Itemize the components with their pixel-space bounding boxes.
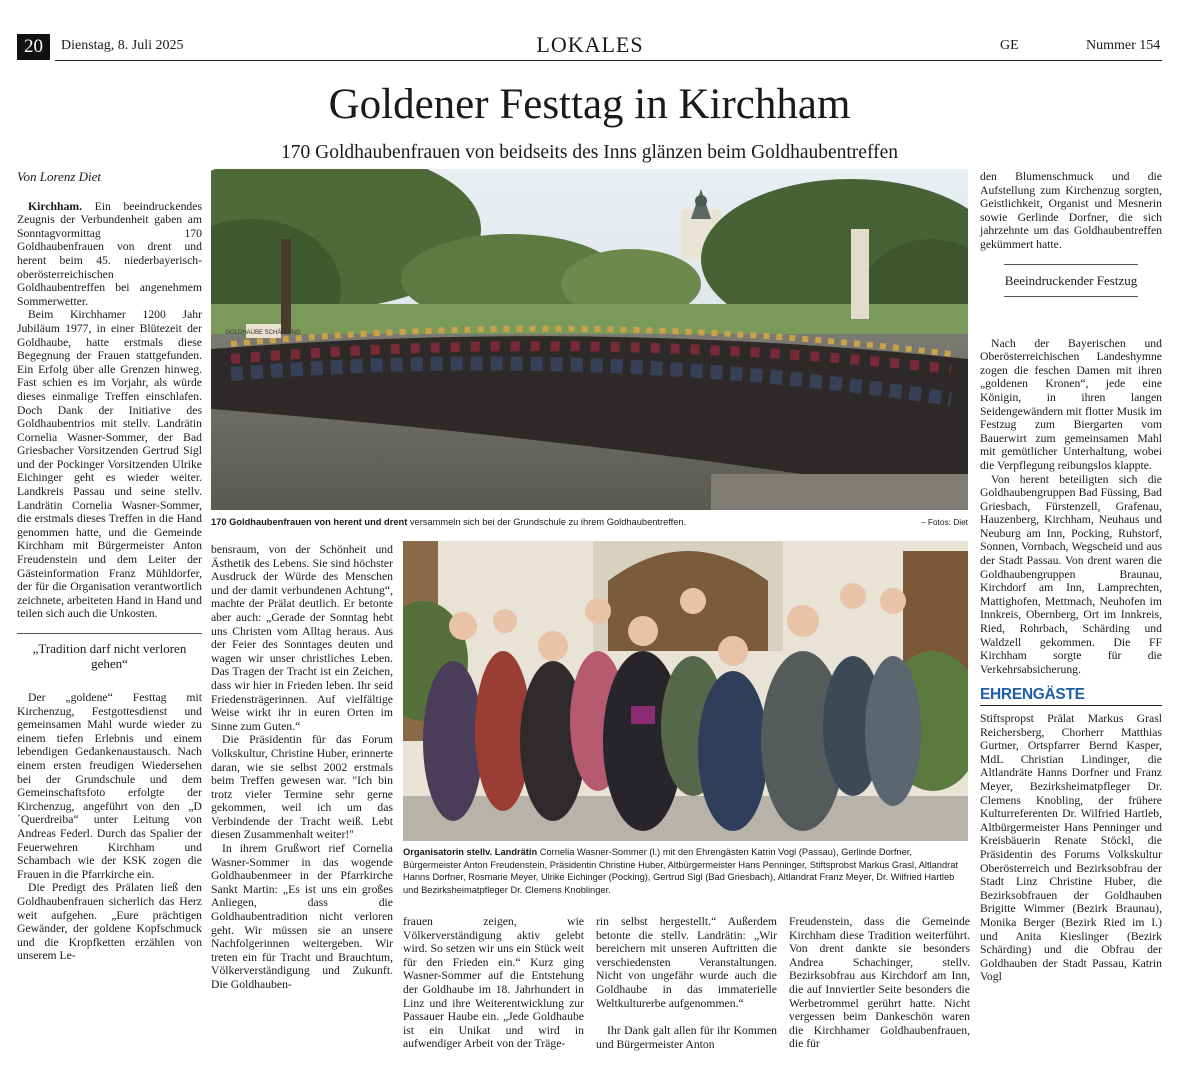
- section-title: LOKALES: [536, 32, 644, 57]
- guests-photo: [403, 541, 968, 841]
- lead-paragraph: [17, 200, 202, 309]
- caption-lead: 170 Goldhaubenfrauen von herent und drent: [211, 517, 408, 527]
- paragraph: In ihrem Grußwort rief Cornelia Wasner-Sommer in das wogende Goldhaubenmeer in der Pfarrkirche Sankt Martin: „Es ist uns ein großes Anliegen, dass die Goldhaubentradition nicht verloren geht. Wir müssen sie an unsere Nachfolgerinnen weitergeben. Wir treten ein für Tracht und Brauchtum, Völkerverständigung und Zukunft. Die Goldhauben-: [211, 842, 393, 991]
- article-subheadline: 170 Goldhaubenfrauen von beidseits des Inns glänzen beim Goldhaubentreffen: [281, 142, 898, 163]
- page-number: 20: [17, 34, 50, 60]
- column-1: [17, 170, 202, 963]
- dateline: Kirchham.: [28, 199, 83, 213]
- paragraph: Die Predigt des Prälaten ließ den Goldhaubenfrauen sicherlich das Herz weit aufgehen. „Eure prächtigen Gewänder, der goldene Kopfschmuck und die Kropfketten erzählen von unserem Le-: [17, 881, 202, 963]
- paragraph: Beim Kirchhamer 1200 Jahr Jubiläum 1977, in einer Blütezeit der Goldhaube, hatte erstmals diese Begegnung der Frauen stattgefunden. Ein Erfolg über alle Grenzen hinweg. Fast schien es im Vorjahr, als würde dieses einmalige Treffen einschlafen. Doch Dank der Initiative des Goldhaubentrios mit stellv. Landrätin Cornelia Wasner-Sommer, der Bad Griesbacher Vorsitzenden Gertrud Sigl und der Pockinger Vorsitzenden Ulrike Eichinger geht es wieder weiter. Landkreis Passau und seine stellv. Landrätin Cornelia Wasner-Sommer, die erstmals dieses Treffen in die Hand genommen hatte, und die Gemeinde Kirchham mit Bürgermeister Anton Freudenstein und dem Leiter der Gästeinformation Franz Mühldorfer, der für die Organisation verantwortlich zeichnete, arbeiteten Hand in Hand und teilen sich auch die Unkosten.: [17, 308, 202, 621]
- column-right: [980, 170, 1162, 984]
- column-3: [403, 915, 584, 1051]
- paragraph: frauen zeigen, wie Völkerverständigung aktiv gelebt wird. So setzen wir uns ein Stück weit für den Frieden ein.“ Kurz ging Wasner-Sommer auf die Entstehung der Goldhaube im 18. Jahrhundert in Linz und ihre Weiterentwicklung zur Passauer Haube ein. „Jede Goldhaube ist ein Unikat und wird in aufwendiger Arbeit von der Träge-: [403, 915, 584, 1051]
- paragraph: Die Präsidentin für das Forum Volkskultur, Christine Huber, erinnerte daran, wie sie selbst 2002 erstmals beim Treffen gewesen war. "Ich bin trotz vieler Termine sehr gerne gekommen, weil ich um das Verbindende der Tracht weiß. Lebt diesen Zusammenhalt weiter!": [211, 733, 393, 842]
- paragraph: Von herent beteiligten sich die Goldhaubengruppen Bad Füssing, Bad Griesbach, Fürstenzell, Grafenau, Hauzenberg, Kirchham, Neuhaus und Neuburg am Inn, Pocking, Ruhstorf, Sonnen, Vornbach, Wegscheid und aus der Stadt Passau. Von drent waren die Goldhaubengruppen Braunau, Kirchdorf am Inn, Lamprechten, Mattighofen, Mettmach, Neuhofen im Innkreis, Obernberg, Ort im Innkreis, Ried, Rohrbach, Schärding und Waldzell gekommen. Die FF Kirchham sorgte für die Verkehrsabsicherung.: [980, 472, 1162, 676]
- caption-text: versammeln sich bei der Grundschule zu ihrem Goldhaubentreffen.: [407, 517, 687, 527]
- caption-lead: Organisatorin stellv. Landrätin: [403, 847, 538, 857]
- issue-number: Nummer 154: [1086, 38, 1161, 53]
- ehrengaeste-title: EHRENGÄSTE: [980, 686, 1085, 704]
- paragraph: Ihr Dank galt allen für ihr Kommen und Bürgermeister Anton: [596, 1024, 777, 1051]
- column-2: [211, 543, 393, 992]
- paragraph: Freudenstein, dass die Gemeinde Kirchham diese Tradition weiterführt. Von drent dankte sie besonders Andrea Schachinger, stellv. Bezirksobfrau aus Kirchdorf am Inn, die auf Innviertler Seite besonders die Werbetrommel gerührt hatte. Nicht vergessen beim Dankeschön waren die Kirchhamer Goldhaubenfrauen, die für: [789, 915, 970, 1051]
- intertitle: „Tradition darf nicht verloren gehen“: [17, 633, 202, 681]
- caption-text: Cornelia Wasner-Sommer (l.) mit den Ehrengästen Katrin Vogl (Passau), Gerlinde Dorfner, Bürgermeister Anton Freudenstein, Präsidentin Christine Huber, Altbürgermeister Hans Penninger, Stiftsprobst Markus Grasl, Altlandrat Hanns Dorfner, Rosmarie Meyer, Ulrike Eichinger (Pocking), Gertrud Sigl (Bad Griesbach), Altlandrat Franz Meyer, Dr. Wilfried Hartleb und Bezirksheimatpfleger Dr. Clemens Knoblinger.: [403, 847, 958, 895]
- column-4: [596, 915, 777, 1051]
- lead-text: Ein beeindruckendes Zeugnis der Verbundenheit gaben am Sonntagvormittag 170 Goldhaubenfrauen von drent und herent beim 45. niederbayerisch-oberösterreichischen Goldhaubentreffen bei angenehmem Sommerwetter.: [17, 199, 202, 308]
- column-5-bottom: [789, 915, 970, 1051]
- ehrengaeste-list: Stiftspropst Prälat Markus Grasl Reichersberg, Chorherr Matthias Gurtner, Ortspfarrer Bernd Kasper, MdL Christian Lindinger, die Altlandräte Hanns Dorfner und Franz Meyer, Bezirksheimatpfleger Dr. Clemens Knobling, der frühere Kulturreferenten Dr. Wilfried Hartleb, Altbürgermeister Hans Penninger und Kreisbäuerin Renate Stöckl, die Präsidentin des Forums Volkskultur Oberösterreich und Bezirksobfrau der Stadt Linz Christine Huber, die Bezirksobfrauen der Goldhauben Brigitte Wimmer (Bezirk Braunau), Monika Berger (Bezirk Ried im I.) und Anita Kieslinger (Bezirk Schärding) und die Obfrau der Goldhauben der Stadt Passau, Katrin Vogl: [980, 712, 1162, 984]
- photo-2-caption: [403, 846, 968, 896]
- article-headline: Goldener Festtag in Kirchham: [328, 81, 851, 128]
- header-rule: [55, 60, 1162, 61]
- group-photo-image: [211, 169, 968, 510]
- photo-1-caption: [211, 516, 911, 529]
- intertitle: Beeindruckender Festzug: [1004, 264, 1138, 297]
- guests-photo-image: [403, 541, 968, 841]
- edition-code: GE: [1000, 38, 1019, 53]
- paragraph: Der „goldene“ Festtag mit Kirchenzug, Festgottesdienst und gemeinsamen Mahl wurde wieder zu einem tiefen Erlebnis und einem lebendigen Gedankenaustausch. Nach einem ersten freudigen Wiedersehen bei der Grundschule und dem Gemeinschaftsfoto erfolgte der Kirchenzug, angeführt von den „D´Querdreiba“ unter Leitung von Andreas Federl. Durch das Spalier der Feuerwehren Kirchham und Schambach wie der KSK zogen die Frauen in die Pfarrkirche ein.: [17, 691, 202, 881]
- paragraph: rin selbst hergestellt.“ Außerdem betonte die stellv. Landrätin: „Wir bereichern mit unseren Auftritten die verschiedensten Veranstaltungen. Nicht von ungefähr wurde auch die Goldhaube in das immaterielle Weltkulturerbe aufgenommen.“: [596, 915, 777, 1010]
- author-byline: Von Lorenz Diet: [17, 169, 102, 184]
- group-photo: [211, 169, 968, 510]
- paragraph: Nach der Bayerischen und Oberösterreichischen Landeshymne zogen die feschen Damen mit ihren „goldenen Kronen“, jede eine Königin, in ihren langen Seidengewändern mit flotter Musik im Festzug zum Biergarten vom Bauerwirt zum gemeinsamen Mahl mit gemütlicher Unterhaltung, wobei die Verpflegung reibungslos klappte.: [980, 336, 1162, 472]
- paragraph: den Blumenschmuck und die Aufstellung zum Kirchenzug sorgten, Geistlichkeit, Organist und Mesnerin sowie Gerlinde Dorfner, die sich jahrzehnte um das Goldhaubentreffen gekümmert hatte.: [980, 170, 1162, 251]
- group-sign: GOLDHAUBE SCHÄRDING: [225, 330, 301, 336]
- photo-credit: – Fotos: Diet: [920, 517, 968, 527]
- issue-date: Dienstag, 8. Juli 2025: [61, 38, 184, 53]
- paragraph: bensraum, von der Schönheit und Ästhetik des Lebens. Sie sind höchster Ausdruck der Würde des Menschen und der damit verbundenen Achtung“, machte der Prälat deutlich. Er betonte aber auch: „Gerade der Sonntag hebt uns Christen vom Alltag heraus. Aus der Feier des Sonntages deuten und wagen wir unser christliches Leben. Das Tragen der Tracht ist ein Zeichen, dass wir hier in Frieden leben. Ihr seid Friedensträgerinnen. Auf vielfältige Weise wirkt ihr in euren Orten im Sinne zum Guten.“: [211, 543, 393, 733]
- ehrengaeste-box-header: [980, 688, 1162, 706]
